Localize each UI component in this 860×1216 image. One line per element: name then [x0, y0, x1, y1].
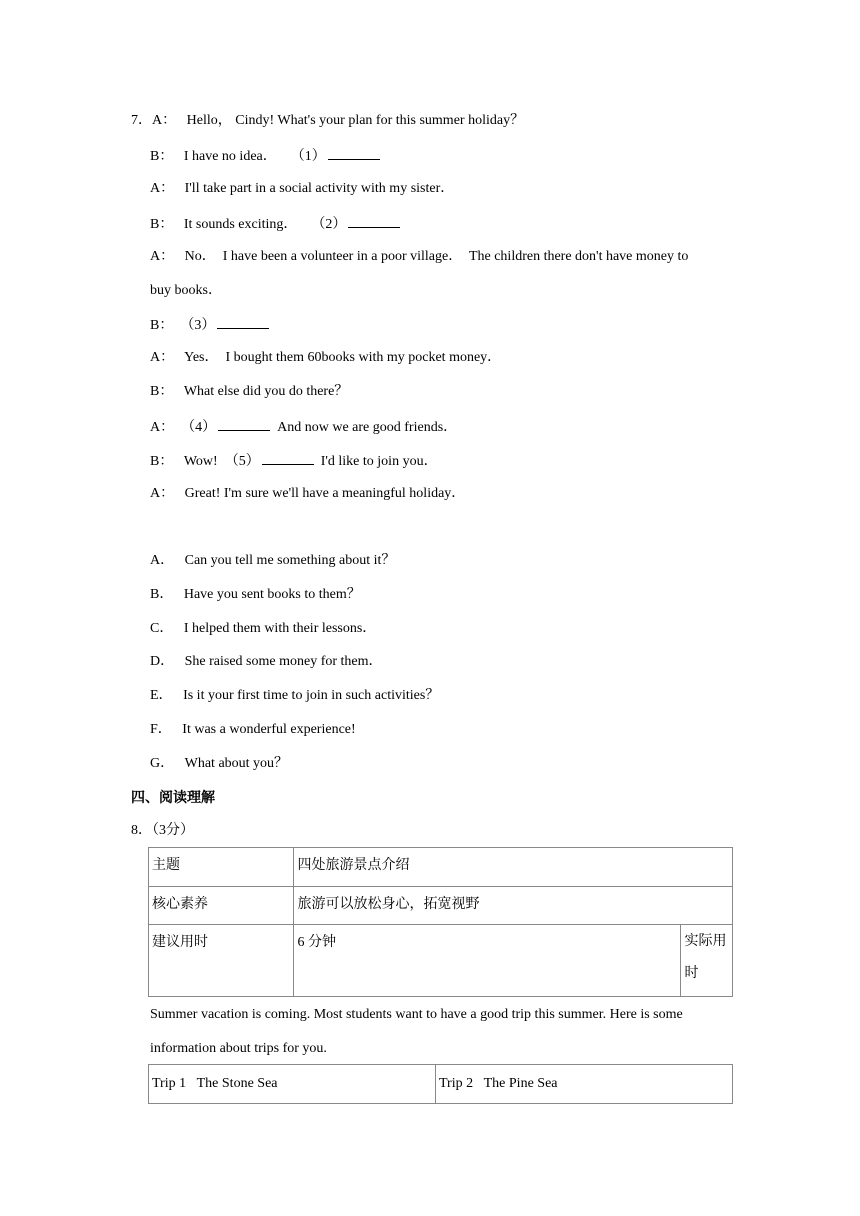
option-text: I helped them with their lessons． [183, 621, 377, 636]
dialogue-line-3 [150, 179, 454, 199]
option-letter: F． [150, 722, 172, 737]
trips-table [148, 1064, 733, 1104]
dialogue-text: It sounds exciting． [183, 217, 298, 232]
option-a [150, 551, 395, 571]
core-label: 核心素养 [149, 887, 294, 925]
option-text: It was a wonderful experience! [182, 722, 356, 737]
speaker: B： [150, 149, 174, 164]
answer-blank-2[interactable] [348, 213, 400, 228]
answer-blank-4[interactable] [218, 416, 270, 431]
trip-label: Trip 1 [152, 1076, 187, 1091]
dialogue-text: No． I have been a volunteer in a poor village． The children there don't have money to [184, 249, 689, 264]
dialogue-text: And now we are good friends． [277, 420, 458, 435]
dialogue-text: I'll take part in a social activity with my sister． [184, 181, 455, 196]
dialogue-line-4 [150, 213, 400, 235]
speaker: A： [152, 113, 177, 128]
option-letter: D． [150, 654, 175, 669]
intro-line-2: information about trips for you. [150, 1041, 327, 1056]
dialogue-line-5-cont [150, 281, 222, 301]
speaker: B： [150, 318, 174, 333]
dialogue-text: Great! I'm sure we'll have a meaningful holiday． [184, 486, 466, 501]
option-text: Can you tell me something about it？ [184, 553, 396, 568]
trip-1-cell [149, 1065, 436, 1104]
topic-label: 主题 [149, 848, 294, 887]
answer-blank-1[interactable] [328, 145, 380, 160]
blank-number: （4） [181, 420, 217, 435]
speaker: B： [150, 384, 174, 399]
time-label: 建议用时 [149, 925, 294, 997]
option-letter: C． [150, 621, 174, 636]
speaker: A： [150, 181, 175, 196]
core-value: 旅游可以放松身心，拓宽视野 [294, 887, 733, 925]
speaker: B： [150, 454, 174, 469]
dialogue-line-5 [150, 247, 688, 267]
dialogue-text: What else did you do there？ [183, 384, 349, 399]
option-letter: B． [150, 587, 174, 602]
dialogue-text: I'd like to join you． [320, 454, 438, 469]
option-letter: E． [150, 688, 173, 703]
dialogue-line-6 [150, 314, 269, 336]
option-letter: G． [150, 756, 175, 771]
info-table [148, 847, 733, 997]
speaker: A： [150, 420, 175, 435]
speaker: A： [150, 486, 175, 501]
blank-number: （3） [180, 318, 216, 333]
option-text: What about you？ [184, 756, 289, 771]
dialogue-line-11 [150, 484, 465, 504]
intro-line-1: Summer vacation is coming. Most students want to have a good trip this summer. Here is some [150, 1007, 683, 1022]
answer-blank-3[interactable] [217, 314, 269, 329]
speaker: A： [150, 350, 175, 365]
question-number: 8． [131, 823, 152, 838]
option-b [150, 585, 361, 605]
option-c [150, 619, 376, 639]
dialogue-line-8 [150, 382, 348, 402]
option-text: Is it your first time to join in such activities？ [183, 688, 440, 703]
dialogue-text: buy books． [150, 283, 222, 298]
option-d [150, 652, 383, 672]
trip-label: Trip 2 [439, 1076, 474, 1091]
blank-number: （5） [224, 454, 260, 469]
dialogue-line-9 [150, 416, 457, 438]
q8-header [131, 821, 194, 841]
dialogue-line-7 [150, 348, 501, 368]
blank-number: （2） [311, 217, 347, 232]
trip-name: The Stone Sea [196, 1076, 278, 1091]
option-text: Have you sent books to them？ [183, 587, 361, 602]
trip-name: The Pine Sea [483, 1076, 558, 1091]
actual-time-label: 实际用 时 [681, 925, 733, 997]
q7-line-1 [131, 111, 524, 131]
option-text: She raised some money for them． [184, 654, 383, 669]
dialogue-line-10 [150, 450, 438, 472]
dialogue-text: Yes． I bought them 60books with my pocket money． [184, 350, 502, 365]
dialogue-text: Wow! [183, 454, 218, 469]
speaker: B： [150, 217, 174, 232]
option-letter: A． [150, 553, 175, 568]
answer-blank-5[interactable] [262, 450, 314, 465]
blank-number: （1） [290, 149, 326, 164]
option-f [150, 720, 356, 740]
speaker: A： [150, 249, 175, 264]
dialogue-text: Hello， Cindy! What's your plan for this summer holiday？ [186, 113, 525, 128]
dialogue-text: I have no idea． [183, 149, 277, 164]
topic-value: 四处旅游景点介绍 [294, 848, 733, 887]
section-heading: 四、阅读理解 [131, 790, 215, 806]
time-value: 6 分钟 [294, 925, 681, 997]
dialogue-line-2 [150, 145, 380, 167]
option-g [150, 754, 288, 774]
question-number: 7． [131, 113, 152, 128]
trip-2-cell [436, 1065, 733, 1104]
question-points: （3分） [152, 823, 194, 838]
option-e [150, 686, 439, 706]
